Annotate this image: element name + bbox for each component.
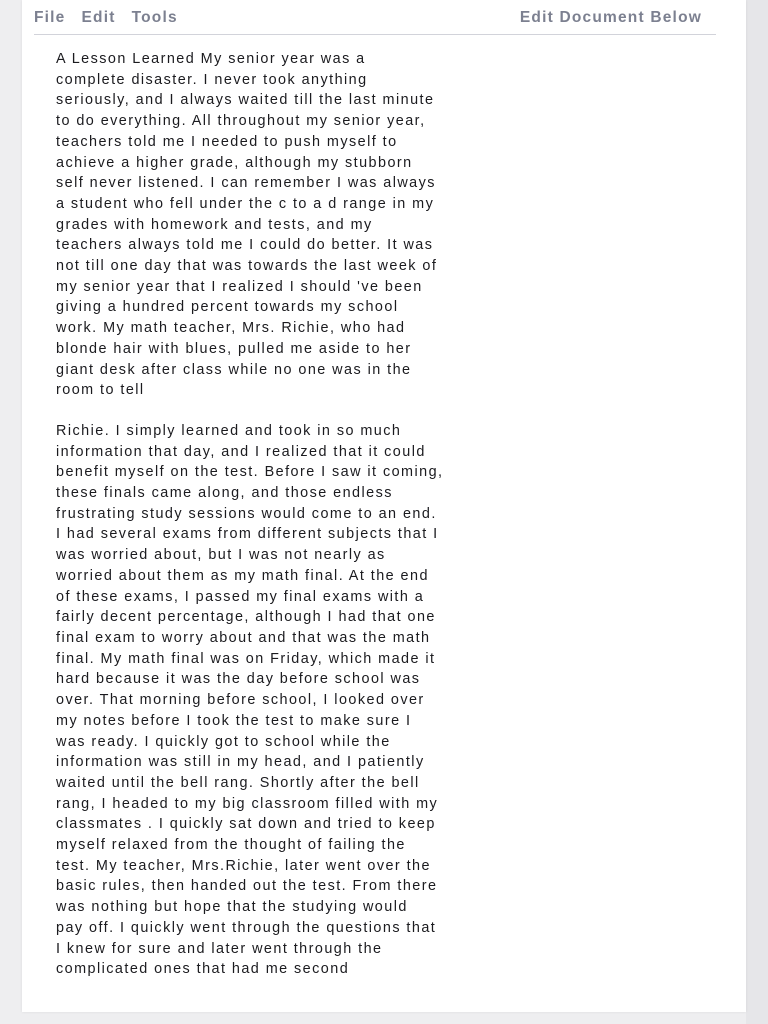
right-margin <box>746 0 768 1024</box>
toolbar <box>34 0 716 35</box>
document-body[interactable] <box>56 49 720 1000</box>
paragraph[interactable]: Richie. I simply learned and took in so much information that day, and I realized that it could benefit myself on the test. Before I saw it coming, these finals came along, and those endless frustrating study sessions would come to an end. I had several exams from different subjects that I was worried about, but I was not nearly as worried about them as my math final. At the end of these exams, I passed my final exams with a fairly decent percentage, although I had that one final exam to worry about and that was the math final. My math final was on Friday, which made it hard because it was the day before school was over. That morning before school, I looked over my notes before I took the test to make sure I was ready. I quickly got to school while the information was still in my head, and I patiently waited until the bell rang. Shortly after the bell rang, I headed to my big classroom filled with my classmates . I quickly sat down and tried to keep myself relaxed from the thought of failing the test. My teacher, Mrs.Richie, later went over the basic rules, then handed out the test. From there was nothing but hope that the studying would pay off. I quickly went through the questions that I knew for sure and later went through the complicated ones that had me second <box>56 422 444 978</box>
paragraph[interactable]: A Lesson Learned My senior year was a complete disaster. I never took anything seriously, and I always waited till the last minute to do everything. All throughout my senior year, teachers told me I needed to push myself to achieve a higher grade, although my stubborn self never listened. I can remember I was always a student who fell under the c to a d range in my grades with homework and tests, and my teachers always told me I could do better. It was not till one day that was towards the last week of my senior year that I realized I should 've been giving a hundred percent towards my school work. My math teacher, Mrs. Richie, who had blonde hair with blues, pulled me aside to her giant desk after class while no one was in the room to tell <box>56 51 438 399</box>
menu-tools[interactable]: Tools <box>131 9 178 26</box>
edit-document-label: Edit Document Below <box>519 9 702 26</box>
menu-edit[interactable]: Edit <box>81 9 116 26</box>
menu-file[interactable]: File <box>34 9 66 26</box>
menu-bar <box>34 9 178 27</box>
